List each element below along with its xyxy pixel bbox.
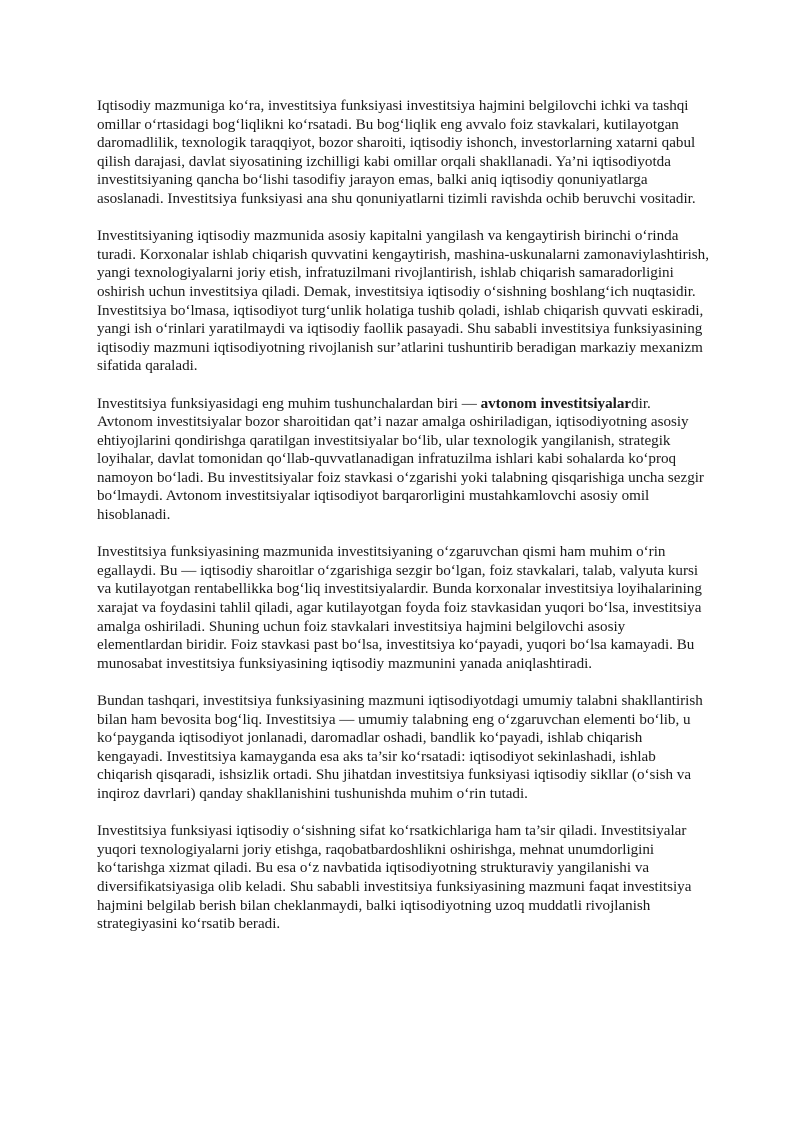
paragraph-1: Iqtisodiy mazmuniga ko‘ra, investitsiya funksiyasi investitsiya hajmini belgilovchi ichki va tashqi omillar o‘rtasidagi bog‘liqlikni ko‘rsatadi. Bu bog‘liqlik eng avvalo foiz stavkalari, kutilayotgan daromadlilik, texnologik taraqqiyot, bozor sharoiti, iqtisodiy ishonch, investorlarning xatarni qabul qilish darajasi, davlat siyosatining izchilligi kabi omillar orqali shakllanadi. Ya’ni iqtisodiyotda investitsiyaning qancha bo‘lishi tasodifiy jarayon emas, balki aniq iqtisodiy qonuniyatlarga asoslanadi. Investitsiya funksiyasi ana shu qonuniyatlarni tizimli ravishda ochib beruvchi vositadir.: [97, 98, 696, 207]
paragraph-6: Investitsiya funksiyasi iqtisodiy o‘sishning sifat ko‘rsatkichlariga ham ta’sir qiladi. Investitsiyalar yuqori texnologiyalarni joriy etishga, raqobatbardoshlikni oshirishga, mehnat unumdorligini ko‘tarishga xizmat qiladi. Bu esa o‘z navbatida iqtisodiyotning strukturaviy yangilanishi va diversifikatsiyasiga olib keladi. Shu sababli investitsiya funksiyasining mazmuni faqat investitsiya hajmini belgilab berish bilan cheklanmaydi, balki iqtisodiyotning uzoq muddatli rivojlanish strategiyasini ko‘rsatib beradi.: [97, 823, 692, 933]
paragraph-3-intro: Investitsiya funksiyasidagi eng muhim tushunchalardan biri —: [97, 395, 481, 412]
document-page: [97, 97, 709, 934]
paragraph-3-bold-term: avtonom investitsiyalar: [480, 395, 632, 412]
paragraph-3-rest: dir. Avtonom investitsiyalar bozor sharoitidan qat’i nazar amalga oshiriladigan, iqtisodiyotning asosiy ehtiyojlarini qondirishga qaratilgan investitsiyalar bo‘lib, ular texnologik yangilanish, strategik loyihalar, davlat tomonidan qo‘llab-quvvatlanadigan infratuzilma ishlari kabi sohalarda ko‘proq namoyon bo‘ladi. Bu investitsiyalar foiz stavkasi o‘zgarishi yoki talabning qisqarishiga uncha sezgir bo‘lmaydi. Avtonom investitsiyalar iqtisodiyot barqarorligini mustahkamlovchi asosiy omil hisoblanadi.: [97, 395, 704, 524]
paragraph-3: [97, 395, 709, 525]
paragraph-4: Investitsiya funksiyasining mazmunida investitsiyaning o‘zgaruvchan qismi ham muhim o‘rin egallaydi. Bu — iqtisodiy sharoitlar o‘zgarishiga sezgir bo‘lgan, foiz stavkalari, talab, valyuta kursi va kutilayotgan rentabellikka bog‘liq investitsiyalardir. Bunda korxonalar investitsiya loyihalarining xarajat va foydasini tahlil qiladi, agar kutilayotgan foyda foiz stavkasidan yuqori bo‘lsa, investitsiya amalga oshiriladi. Shuning uchun foiz stavkalari investitsiya hajmini belgilovchi asosiy elementlardan biridir. Foiz stavkasi past bo‘lsa, investitsiya ko‘payadi, yuqori bo‘lsa kamayadi. Bu munosabat investitsiya funksiyasining iqtisodiy mazmunini yanada aniqlashtiradi.: [97, 544, 702, 672]
paragraph-2: Investitsiyaning iqtisodiy mazmunida asosiy kapitalni yangilash va kengaytirish birinchi o‘rinda turadi. Korxonalar ishlab chiqarish quvvatini kengaytirish, mashina-uskunalarni zamonaviylashtirish, yangi texnologiyalarni joriy etish, infratuzilmani rivojlantirish, ishlab chiqarish samaradorligini oshirish uchun investitsiya qiladi. Demak, investitsiya iqtisodiy o‘sishning boshlang‘ich nuqtasidir. Investitsiya bo‘lmasa, iqtisodiyot turg‘unlik holatiga tushib qoladi, ishlab chiqarish quvvati eskiradi, yangi ish o‘rinlari yaratilmaydi va iqtisodiy faollik pasayadi. Shu sababli investitsiya funksiyasining iqtisodiy mazmuni iqtisodiyotning rivojlanish sur’atlarini tushuntirib beradigan markaziy mexanizm sifatida qaraladi.: [97, 228, 709, 375]
paragraph-5: Bundan tashqari, investitsiya funksiyasining mazmuni iqtisodiyotdagi umumiy talabni shakllantirish bilan ham bevosita bog‘liq. Investitsiya — umumiy talabning eng o‘zgaruvchan elementi bo‘lib, u ko‘payganda iqtisodiyot jonlanadi, daromadlar oshadi, bandlik ko‘payadi, ishlab chiqarish kengayadi. Investitsiya kamayganda esa aks ta’sir ko‘rsatadi: iqtisodiyot sekinlashadi, ishlab chiqarish qisqaradi, ishsizlik ortadi. Shu jihatdan investitsiya funksiyasi iqtisodiy sikllar (o‘sish va inqiroz davrlari) qanday shakllanishini tushunishda muhim o‘rin tutadi.: [97, 693, 703, 802]
